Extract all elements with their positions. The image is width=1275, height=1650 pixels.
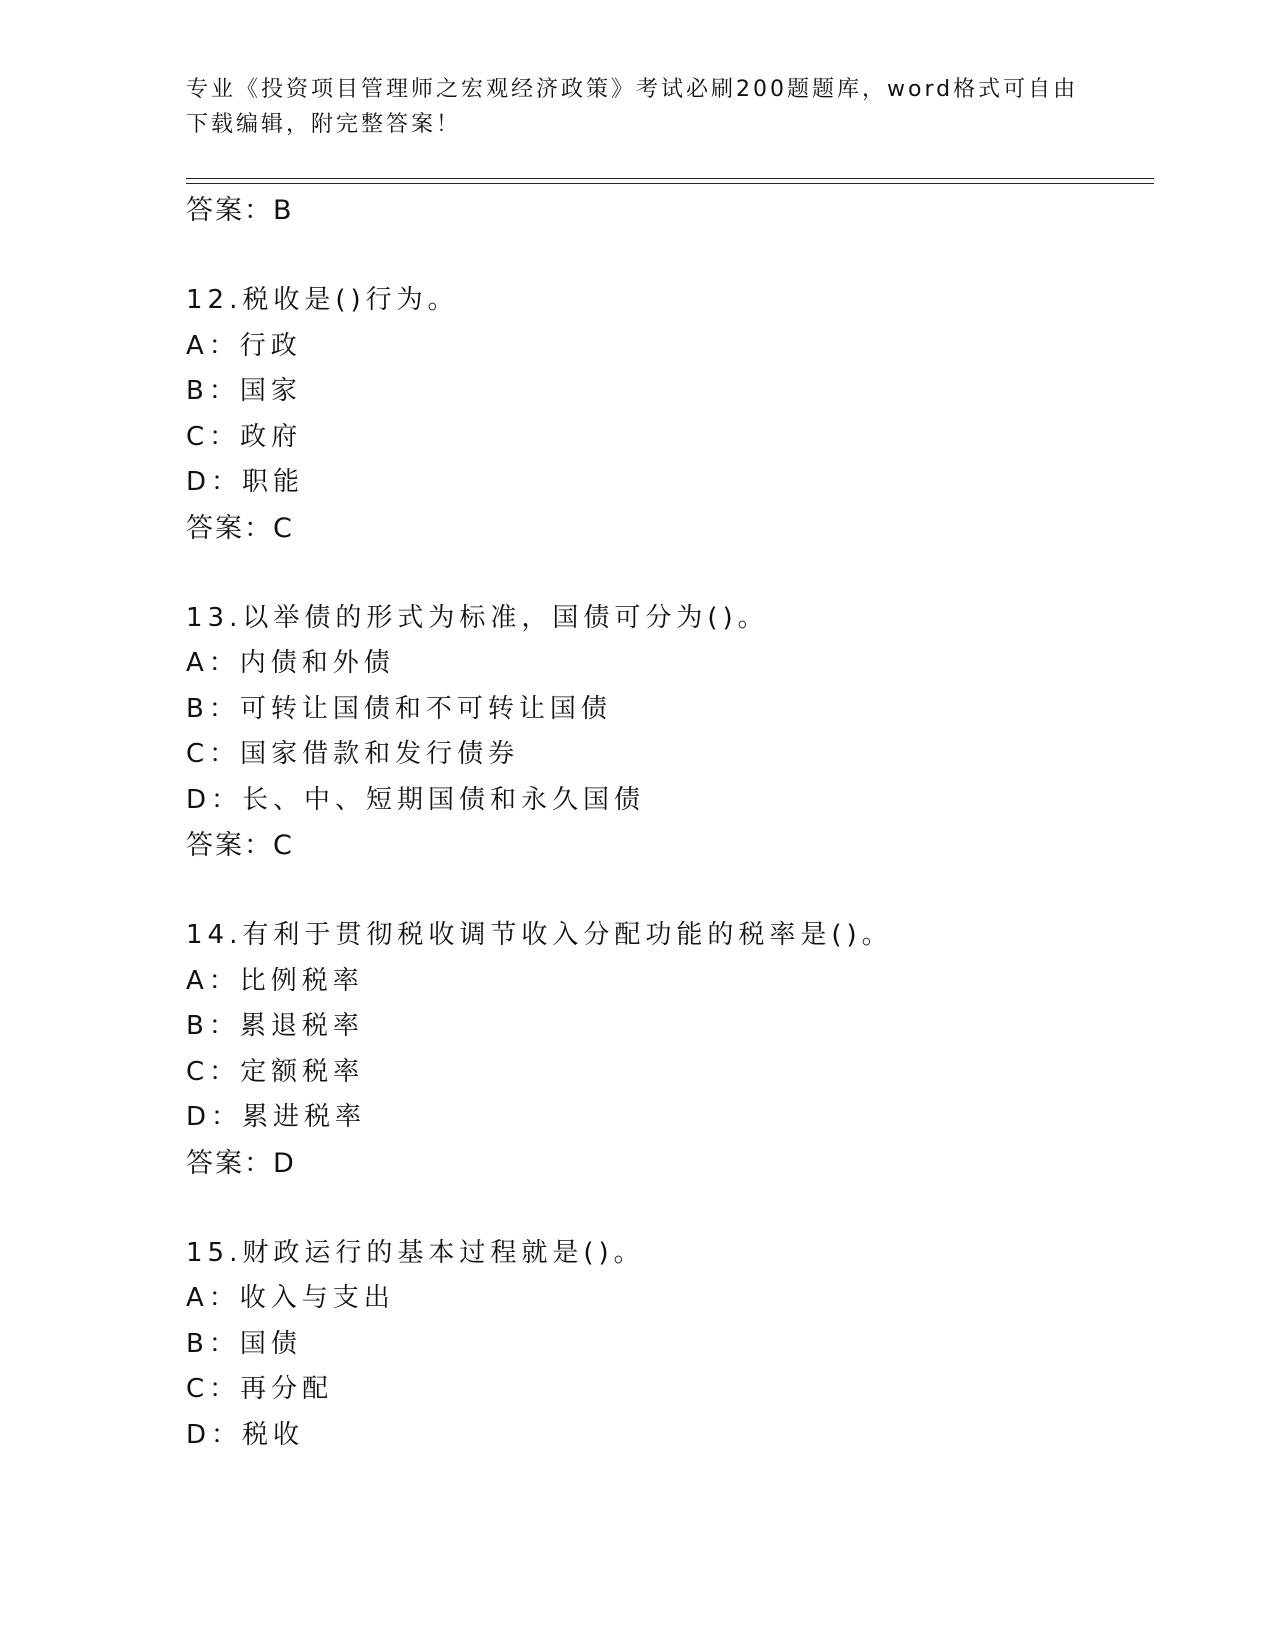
option-b: B：累退税率 bbox=[186, 1011, 364, 1041]
header-divider-thin bbox=[186, 178, 1154, 179]
question-block bbox=[186, 913, 1146, 1186]
option-c: C：定额税率 bbox=[186, 1056, 365, 1087]
answer-line: 答案：C bbox=[186, 830, 294, 861]
question-stem: 14.有利于贯彻税收调节收入分配功能的税率是()。 bbox=[186, 920, 893, 950]
question-stem: 13.以举债的形式为标准，国债可分为()。 bbox=[186, 602, 769, 633]
answer-line: 答案：B bbox=[186, 195, 294, 226]
header-divider-thick bbox=[186, 183, 1154, 184]
option-c: C：政府 bbox=[186, 421, 303, 452]
header-line-2: 下载编辑，附完整答案！ bbox=[186, 112, 462, 137]
spacer bbox=[186, 551, 1146, 596]
answer-line: 答案：C bbox=[186, 512, 294, 544]
option-d: D：职能 bbox=[186, 467, 305, 497]
document-header bbox=[186, 72, 1086, 142]
option-c: C：再分配 bbox=[186, 1374, 334, 1404]
option-b: B：国债 bbox=[186, 1328, 302, 1359]
option-a: A：收入与支出 bbox=[186, 1283, 395, 1313]
answer-line: 答案：D bbox=[186, 1147, 296, 1179]
header-line-1: 专业《投资项目管理师之宏观经济政策》考试必刷200题题库，word格式可自由 bbox=[186, 77, 1079, 102]
question-stem: 15.财政运行的基本过程就是()。 bbox=[186, 1237, 645, 1268]
option-c: C：国家借款和发行债券 bbox=[186, 739, 520, 769]
spacer bbox=[186, 234, 1146, 279]
option-b: B：可转让国债和不可转让国债 bbox=[186, 693, 612, 724]
question-stem: 12.税收是()行为。 bbox=[186, 285, 459, 315]
question-block bbox=[186, 596, 1146, 869]
question-block bbox=[186, 1231, 1146, 1459]
spacer bbox=[186, 869, 1146, 914]
option-a: A：行政 bbox=[186, 330, 302, 361]
option-d: D：长、中、短期国债和永久国债 bbox=[186, 784, 646, 815]
spacer bbox=[186, 1186, 1146, 1231]
option-b: B：国家 bbox=[186, 376, 302, 406]
option-a: A：比例税率 bbox=[186, 965, 364, 996]
option-a: A：内债和外债 bbox=[186, 648, 395, 678]
question-block bbox=[186, 278, 1146, 551]
option-d: D：税收 bbox=[186, 1419, 305, 1450]
option-d: D：累进税率 bbox=[186, 1102, 367, 1132]
question-list bbox=[186, 188, 1146, 1458]
